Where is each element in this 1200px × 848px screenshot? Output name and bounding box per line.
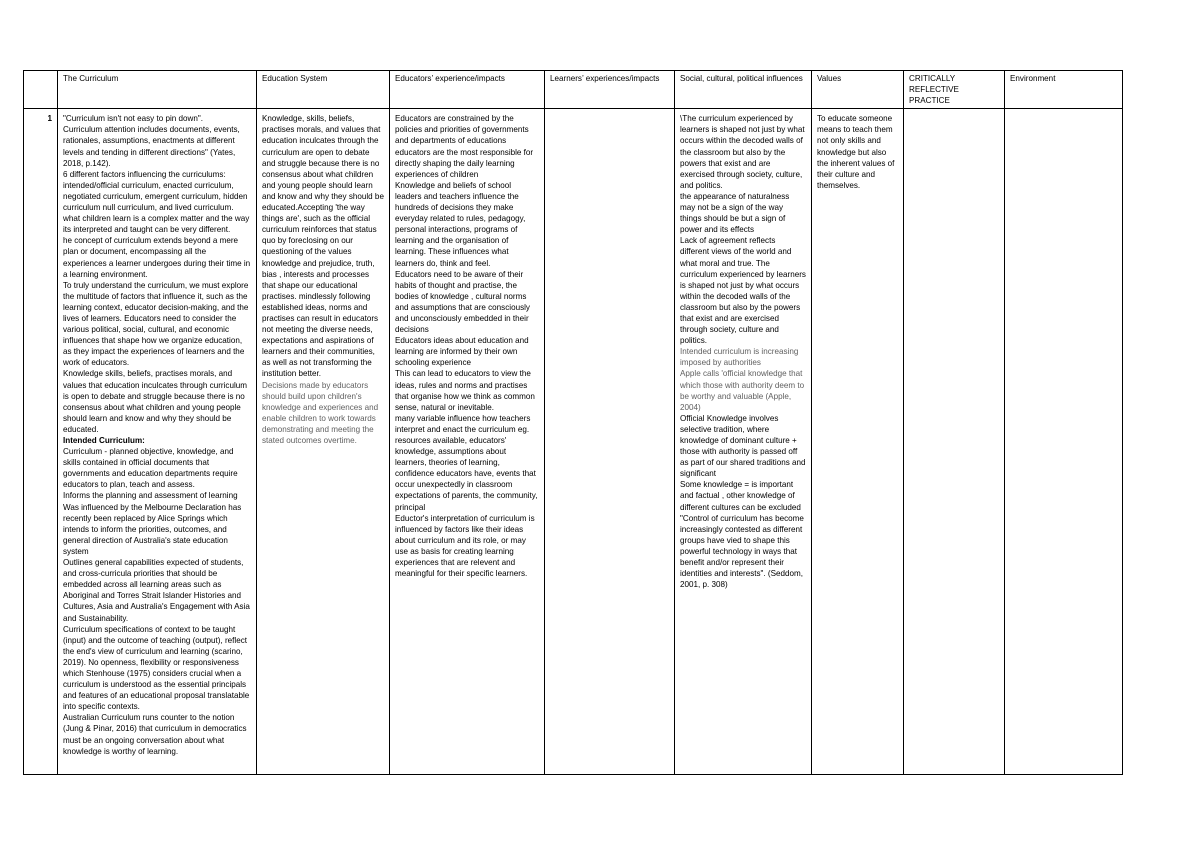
paragraph: Australian Curriculum runs counter to the notion (Jung & Pinar, 2016) that curriculum in democratics must be an ongoing conversation about what knowledge is worthy of learning. [63,713,247,756]
paragraph: Outlines general capabilities expected of students, and cross-curricula priorities that should be embedded across all learning areas such as Aboriginal and Torres Strait Islander Histories and Cultures, Asia and Australia's Engagement with Asia and Sustainability. [63,558,250,623]
paragraph: Eductor's interpretation of curriculum is influenced by factors like their ideas about curriculum and its role, or may use as basis for creating learning experiences that are relevent and meaningful for their specific learners. [395,513,535,579]
paragraph: Educators ideas about education and learning are informed by their own schooling experience [395,336,529,368]
header-cell-index [24,71,58,109]
paragraph: Curriculum attention includes documents, events, rationales, assumptions, enactments at different levels and tending in different directions" (Yates, 2018, p.142). [63,125,240,168]
paragraph: This can lead to educators to view the ideas, rules and norms and practises that organise how we think as common sense, natural or inevitable. [395,369,535,412]
cell-education-system [257,109,390,775]
header-cell-values: Values [812,71,904,109]
header-row [24,71,1123,109]
header-cell-educators: Educators’ experience/impacts [390,71,545,109]
paragraph: To educate someone means to teach them not only skills and knowledge but also the inherent values of their culture and themselves. [817,114,895,190]
paragraph: what children learn is a complex matter and the way its interpreted and taught can be very different. [63,214,250,235]
paragraph: Knowledge, skills, beliefs, practises morals, and values that education inculcates through the curriculum are open to debate and struggle because there is no consensus about what children and young people should learn and know and why they should be educated.Accepting 'the way things are', such as the official curriculum reinforces that status quo by foreclosing on our questioning of the values knowledge and prejudice, truth, bias , interests and processes that shape our educational practises. mindlessly following established ideas, norms and practises can result in educators not meeting the diverse needs, expectations and aspirations of learners and their communities, as well as not transforming the institution better. [262,114,384,379]
cell-educators [390,109,545,775]
notes-table [23,70,1123,775]
paragraph: "Curriculum isn't not easy to pin down". [63,114,204,124]
paragraph: Informs the planning and assessment of learning [63,491,238,501]
paragraph: Educators are constrained by the policies and priorities of governments and departments of educations [395,114,529,146]
header-cell-learners: Learners’ experiences/impacts [545,71,675,109]
paragraph: Curriculum - planned objective, knowledge, and skills contained in official documents that governments and education departments require educators to plan, teach and assess. [63,447,238,490]
paragraph: Knowledge and beliefs of school leaders and teachers influence the hundreds of decisions they make everyday related to rules, pedagogy, personal interactions, programs of learning and the organisation of learning. These influences what learners do, think and feel. [395,180,526,268]
paragraph: Some knowledge = is important and factual , other knowledge of different cultures can be excluded [680,480,801,512]
header-cell-education-system: Education System [257,71,390,109]
paragraph: Knowledge skills, beliefs, practises morals, and values that education inculcates through curriculum is open to debate and struggle because there is no consensus about what children and young people should learn and know and why they should be educated. [63,369,248,434]
paragraph: Lack of agreement reflects different views of the world and what moral and true. The curriculum experienced by learners is shaped not just by what occurs within the decoded walls of the classroom but also by the powers that exist and are exercised through society, culture and politics. [680,236,806,346]
paragraph: the appearance of naturalness may not be a sign of the way things should be but a sign of power and its effects [680,191,790,235]
paragraph: he concept of curriculum extends beyond a mere plan or document, encompassing all the experiences a learner undergoes during their time in a learning environment. [63,236,251,279]
paragraph: "Control of curriculum has become increasingly contested as different groups have vied to shape this powerful technology in ways that benefit and/or represent their identities and interests". (Seddom, 2001, p. 308) [680,513,804,590]
header-cell-critical: CRITICALLY REFLECTIVE PRACTICE [904,71,1005,109]
paragraph: 6 different factors influencing the curriculums: intended/official curriculum, enacted curriculum, negotiated curriculum, emergent curriculum, hidden curriculum null curriculum, and lived curriculum. [63,169,248,213]
header-cell-social: Social, cultural, political influences [675,71,812,109]
cell-critical [904,109,1005,775]
cell-curriculum [58,109,257,775]
paragraph: To truly understand the curriculum, we must explore the multitude of factors that influence it, such as the learning context, educator decision-making, and the lives of learners. Educators need to consider the various political, social, cultural, and economic influences that shape how we organize education, as they impact the experiences of learners and the work of educators. [63,280,249,368]
cell-values [812,109,904,775]
cell-social [675,109,812,775]
paragraph: Intended Curriculum: [63,436,145,445]
paragraph: Official Knowledge involves selective tradition, where knowledge of dominant culture + those with authority is passed off as part of our shared traditions and significant [680,413,806,479]
paragraph: Curriculum specifications of context to be taught (input) and the outcome of teaching (output), reflect the end's view of curriculum and learning (scarino, 2019). No openness, flexibility or responsiveness which Stenhouse (1975) considers crucial when a curriculum is understood as the essential principals and features of an educational proposal translatable into specific contexts. [63,624,250,712]
paragraph: educators are the most responsible for directly shaping the daily learning experiences of children [395,147,534,179]
header-cell-environment: Environment [1005,71,1123,109]
row-number: 1 [24,109,58,775]
paragraph: \The curriculum experienced by learners is shaped not just by what occurs within the decoded walls of the classroom but also by the powers that exist and are exercised through society, culture, and politics. [680,114,805,190]
table-row [24,109,1123,775]
paragraph: Decisions made by educators should build upon children's knowledge and experiences and enable children to work towards demonstrating and meeting the stated outcomes overtime. [262,380,379,445]
paragraph: Educators need to be aware of their habits of thought and practise, the bodies of knowledge , cultural norms and assumptions that are consciously and unconsciously embedded in their decisions [395,269,530,335]
cell-environment [1005,109,1123,775]
paragraph: Intended curriculum is increasing imposed by authorities [680,347,799,368]
cell-learners [545,109,675,775]
paragraph: Was influenced by the Melbourne Declaration has recently been replaced by Alice Springs which intends to inform the priorities, outcomes, and general direction of Australia's state education system [63,502,242,556]
paragraph: many variable influence how teachers interpret and enact the curriculum eg. resources available, educators' knowledge, assumptions about learners, theories of learning, confidence educators have, events that occur unexpectedly in classroom expectations of parents, the community, principal [395,413,538,512]
header-cell-curriculum: The Curriculum [58,71,257,109]
paragraph: Apple calls 'official knowledge that which those with authority deem to be worthy and valuable (Apple, 2004) [680,369,805,412]
